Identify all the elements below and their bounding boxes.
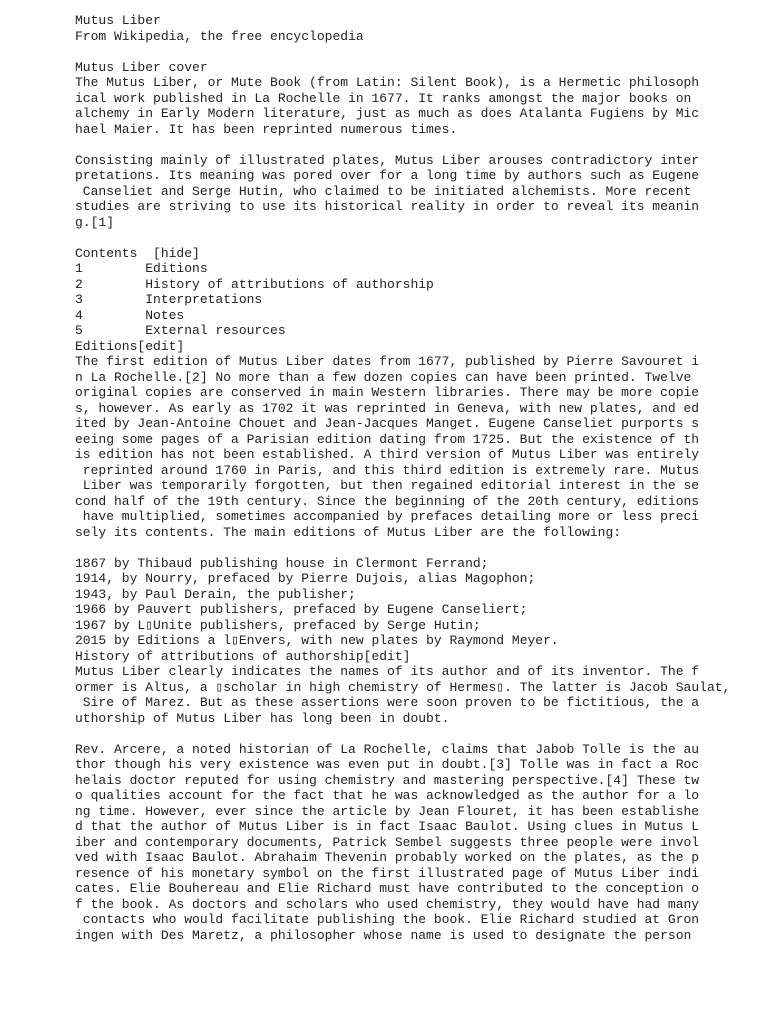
editions-paragraph-line: s, however. As early as 1702 it was reprinted in Geneva, with new plates, and ed — [75, 400, 700, 416]
authorship-paragraph-line: iber and contemporary documents, Patrick Sembel suggests three people were invol — [75, 834, 700, 850]
contents-item: 4 Notes — [75, 307, 185, 323]
edition-list-item: 2015 by Editions a l▯Envers, with new plates by Raymond Meyer. — [75, 633, 559, 648]
blank-line — [75, 44, 755, 60]
section-heading-authorship: History of attributions of authorship[edit] — [75, 648, 411, 664]
edition-list-item: 1867 by Thibaud publishing house in Clermont Ferrand; — [75, 555, 489, 571]
editions-paragraph-line: eeing some pages of a Parisian edition dating from 1725. But the existence of th — [75, 431, 700, 447]
intro-paragraph-line: pretations. Its meaning was pored over for a long time by authors such as Eugene — [75, 168, 700, 183]
contents-heading: Contents [hide] — [75, 245, 200, 261]
intro-paragraph-line: Canseliet and Serge Hutin, who claimed to be initiated alchemists. More recent — [75, 183, 692, 199]
authorship-paragraph-line: cates. Elie Bouhereau and Elie Richard must have contributed to the conception o — [75, 881, 700, 896]
blank-line — [75, 137, 755, 153]
intro-paragraph-line: Consisting mainly of illustrated plates, Mutus Liber arouses contradictory inter — [75, 152, 700, 168]
authorship-paragraph-line: thor though his very existence was even put in doubt.[3] Tolle was in fact a Roc — [75, 757, 700, 772]
intro-paragraph-line: ical work published in La Rochelle in 1677. It ranks amongst the major books on — [75, 90, 692, 106]
authorship-paragraph-line: f the book. As doctors and scholars who used chemistry, they would have had many — [75, 896, 700, 912]
editions-paragraph-line: cond half of the 19th century. Since the beginning of the 20th century, editions — [75, 493, 700, 509]
contents-item: 5 External resources — [75, 323, 286, 338]
image-caption: Mutus Liber cover — [75, 59, 208, 75]
document-page — [75, 13, 755, 943]
authorship-paragraph-line: Mutus Liber clearly indicates the names of its author and of its inventor. The f — [75, 664, 700, 679]
editions-paragraph-line: sely its contents. The main editions of Mutus Liber are the following: — [75, 524, 622, 540]
edition-list-item: 1914, by Nourry, prefaced by Pierre Dujois, alias Magophon; — [75, 571, 536, 586]
authorship-paragraph-line: uthorship of Mutus Liber has long been in doubt. — [75, 710, 450, 726]
intro-paragraph-line: The Mutus Liber, or Mute Book (from Latin: Silent Book), is a Hermetic philosoph — [75, 75, 700, 90]
editions-paragraph-line: have multiplied, sometimes accompanied by prefaces detailing more or less preci — [75, 509, 700, 524]
authorship-paragraph-line: ved with Isaac Baulot. Abrahaim Thevenin probably worked on the plates, as the p — [75, 850, 700, 865]
authorship-paragraph-line: ingen with Des Maretz, a philosopher whose name is used to designate the person — [75, 927, 692, 943]
edition-list-item: 1966 by Pauvert publishers, prefaced by Eugene Canseliert; — [75, 602, 528, 617]
authorship-paragraph-line: ormer is Altus, a ▯scholar in high chemistry of Hermes▯. The latter is Jacob Saulat, — [75, 679, 731, 695]
authorship-paragraph-line: d that the author of Mutus Liber is in fact Isaac Baulot. Using clues in Mutus L — [75, 819, 700, 834]
editions-paragraph-line: reprinted around 1760 in Paris, and this third edition is extremely rare. Mutus — [75, 462, 700, 478]
contents-item: 1 Editions — [75, 261, 208, 276]
authorship-paragraph-line: Rev. Arcere, a noted historian of La Rochelle, claims that Jabob Tolle is the au — [75, 741, 700, 757]
intro-paragraph-line: alchemy in Early Modern literature, just as much as does Atalanta Fugiens by Mic — [75, 106, 700, 121]
section-heading-editions: Editions[edit] — [75, 338, 185, 354]
authorship-paragraph-line: resence of his monetary symbol on the first illustrated page of Mutus Liber indi — [75, 865, 700, 881]
blank-line — [75, 230, 755, 246]
authorship-paragraph-line: o qualities account for the fact that he was acknowledged as the author for a lo — [75, 788, 700, 803]
editions-paragraph-line: original copies are conserved in main Western libraries. There may be more copie — [75, 385, 700, 400]
doc-title: Mutus Liber — [75, 13, 161, 28]
authorship-paragraph-line: helais doctor reputed for using chemistry and mastering perspective.[4] These tw — [75, 772, 700, 788]
edition-list-item: 1943, by Paul Derain, the publisher; — [75, 586, 356, 602]
authorship-paragraph-line: Sire of Marez. But as these assertions were soon proven to be fictitious, the a — [75, 695, 700, 710]
editions-paragraph-line: The first edition of Mutus Liber dates from 1677, published by Pierre Savouret i — [75, 354, 700, 369]
intro-paragraph-line: studies are striving to use its historical reality in order to reveal its meanin — [75, 199, 700, 214]
contents-item: 3 Interpretations — [75, 292, 263, 307]
authorship-paragraph-line: contacts who would facilitate publishing the book. Elie Richard studied at Gron — [75, 912, 700, 927]
intro-paragraph-line: g.[1] — [75, 214, 115, 230]
doc-subtitle: From Wikipedia, the free encyclopedia — [75, 28, 364, 44]
blank-line — [75, 540, 755, 556]
editions-paragraph-line: ited by Jean-Antoine Chouet and Jean-Jacques Manget. Eugene Canseliet purports s — [75, 416, 700, 431]
blank-line — [75, 726, 755, 742]
editions-paragraph-line: Liber was temporarily forgotten, but then regained editorial interest in the se — [75, 478, 700, 493]
authorship-paragraph-line: ng time. However, ever since the article by Jean Flouret, it has been establishe — [75, 803, 700, 819]
edition-list-item: 1967 by L▯Unite publishers, prefaced by Serge Hutin; — [75, 617, 481, 633]
editions-paragraph-line: n La Rochelle.[2] No more than a few dozen copies can have been printed. Twelve — [75, 369, 692, 385]
contents-item: 2 History of attributions of authorship — [75, 276, 434, 292]
intro-paragraph-line: hael Maier. It has been reprinted numerous times. — [75, 121, 458, 137]
editions-paragraph-line: is edition has not been established. A third version of Mutus Liber was entirely — [75, 447, 700, 462]
